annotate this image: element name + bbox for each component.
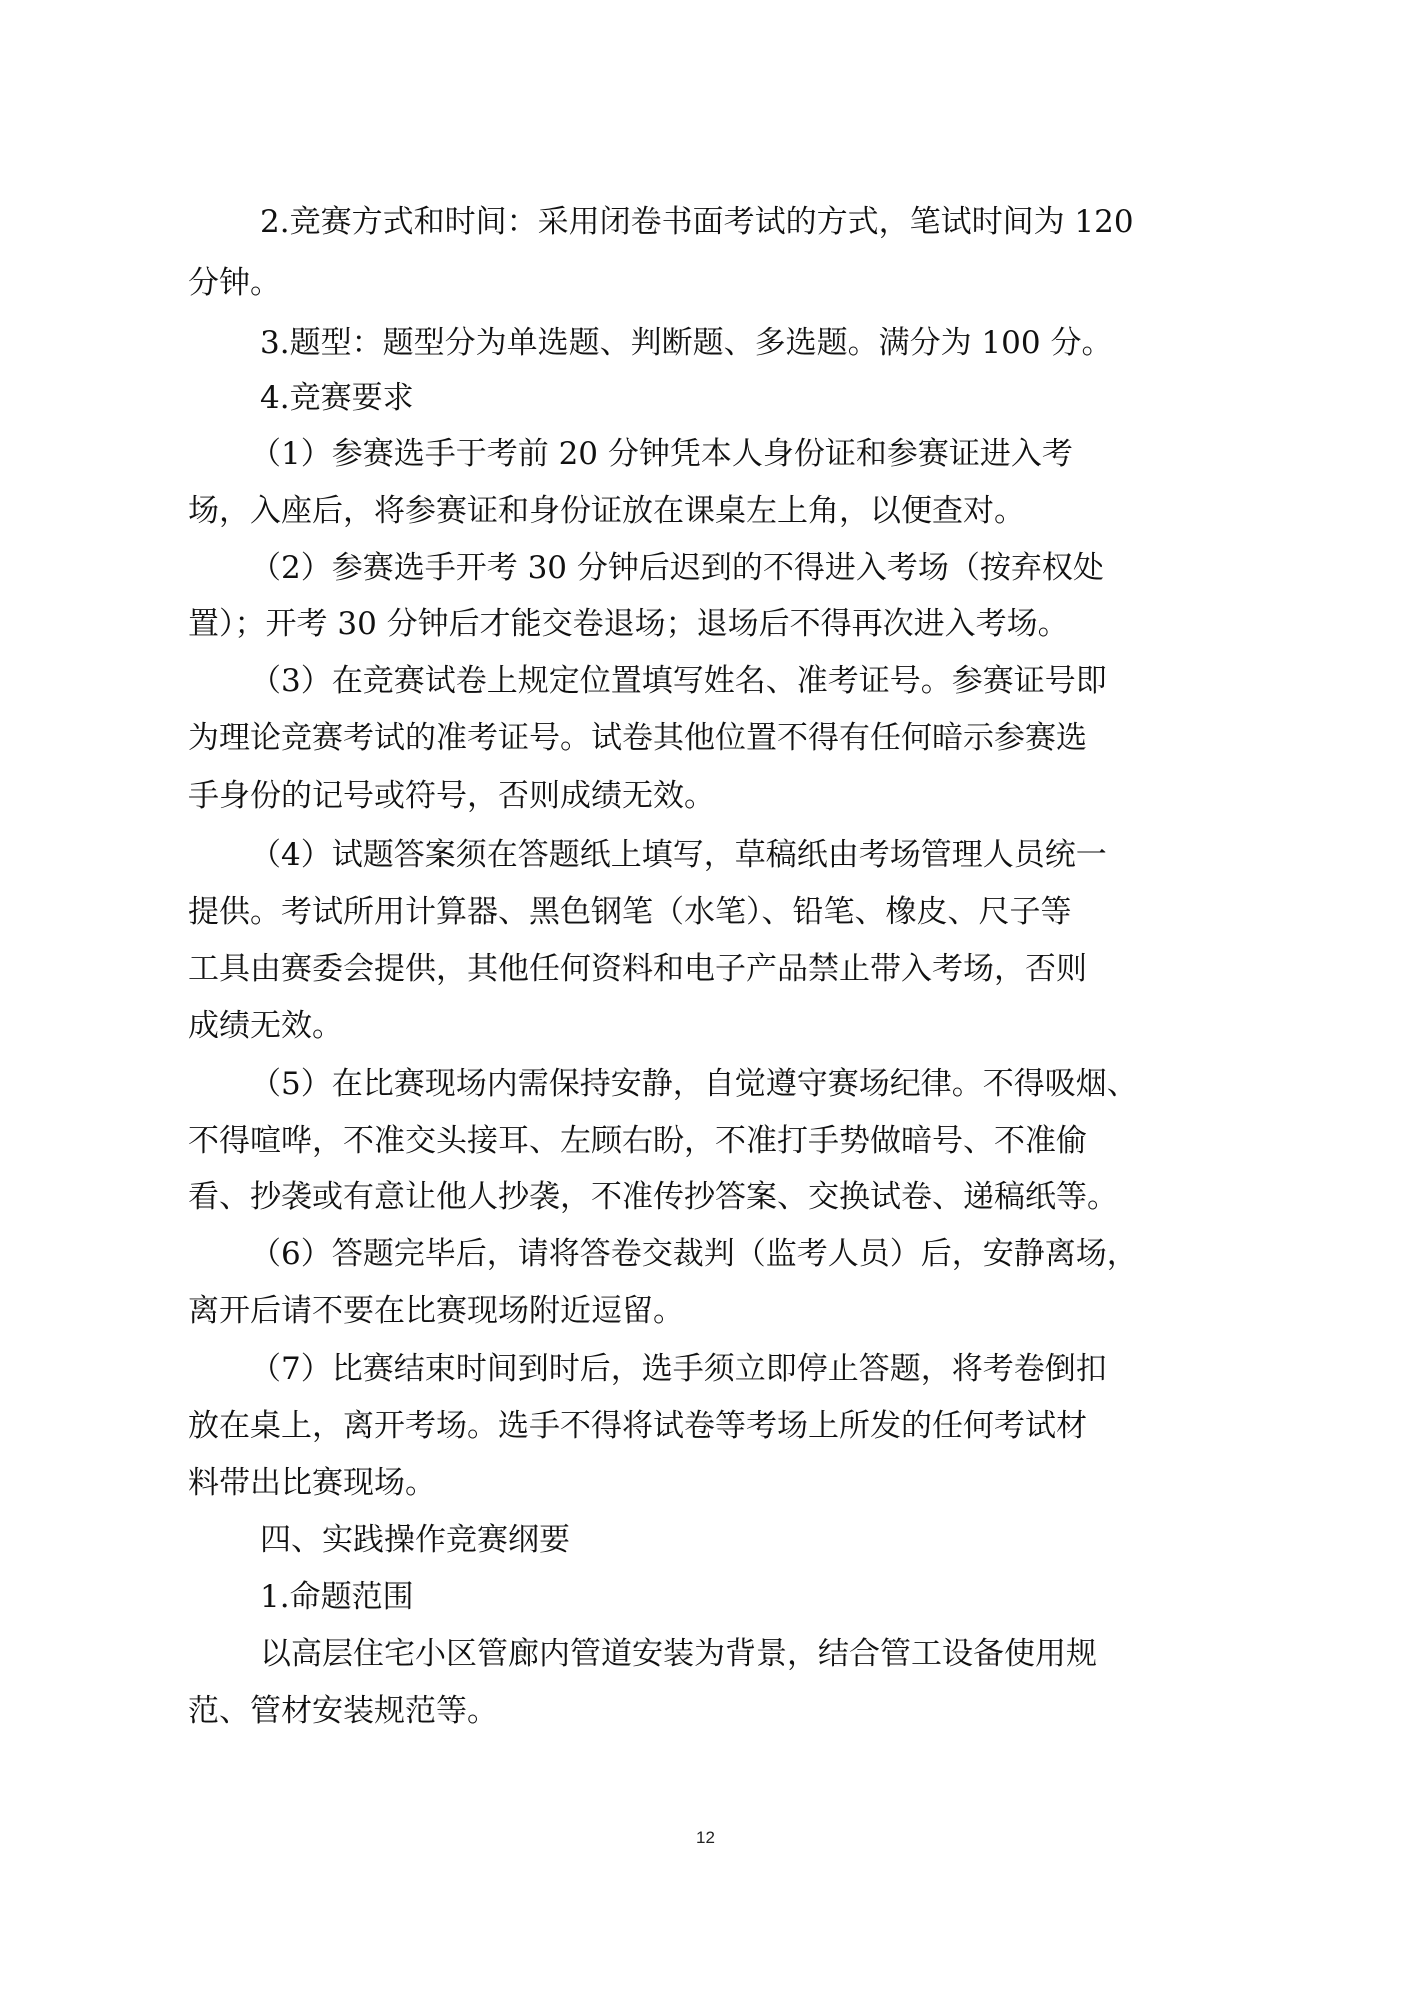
paragraph-line: （2）参赛选手开考 30 分钟后迟到的不得进入考场（按弃权处 <box>250 550 1104 586</box>
paragraph-line: （7）比赛结束时间到时后，选手须立即停止答题，将考卷倒扣 <box>250 1351 1107 1387</box>
paragraph-line: 以高层住宅小区管廊内管道安装为背景，结合管工设备使用规 <box>260 1636 1097 1672</box>
paragraph-line: 料带出比赛现场。 <box>188 1465 436 1501</box>
paragraph-line: （6）答题完毕后，请将答卷交裁判（监考人员）后，安静离场， <box>250 1236 1138 1272</box>
paragraph-line: 不得喧哗，不准交头接耳、左顾右盼，不准打手势做暗号、不准偷 <box>188 1123 1087 1159</box>
paragraph-line: （5）在比赛现场内需保持安静，自觉遵守赛场纪律。不得吸烟、 <box>250 1066 1138 1102</box>
paragraph-line: 3.题型：题型分为单选题、判断题、多选题。满分为 100 分。 <box>260 325 1113 361</box>
paragraph-line: 离开后请不要在比赛现场附近逗留。 <box>188 1293 684 1329</box>
paragraph-line: 为理论竞赛考试的准考证号。试卷其他位置不得有任何暗示参赛选 <box>188 720 1087 756</box>
paragraph-line: （4）试题答案须在答题纸上填写，草稿纸由考场管理人员统一 <box>250 837 1107 873</box>
paragraph-line: （3）在竞赛试卷上规定位置填写姓名、准考证号。参赛证号即 <box>250 663 1107 699</box>
section-heading: 4.竞赛要求 <box>260 380 414 416</box>
paragraph-line: 分钟。 <box>188 265 281 301</box>
paragraph-line: 看、抄袭或有意让他人抄袭，不准传抄答案、交换试卷、递稿纸等。 <box>188 1179 1118 1215</box>
paragraph-line: 放在桌上，离开考场。选手不得将试卷等考场上所发的任何考试材 <box>188 1408 1087 1444</box>
paragraph-line: 工具由赛委会提供，其他任何资料和电子产品禁止带入考场，否则 <box>188 951 1087 987</box>
paragraph-line: 场，入座后，将参赛证和身份证放在课桌左上角，以便查对。 <box>188 493 1025 529</box>
paragraph-line: 手身份的记号或符号，否则成绩无效。 <box>188 778 715 814</box>
paragraph-line: 置）；开考 30 分钟后才能交卷退场；退场后不得再次进入考场。 <box>188 606 1069 642</box>
paragraph-line: 范、管材安装规范等。 <box>188 1693 498 1729</box>
section-heading: 四、实践操作竞赛纲要 <box>260 1522 570 1558</box>
paragraph-line: 成绩无效。 <box>188 1008 343 1044</box>
paragraph-line: （1）参赛选手于考前 20 分钟凭本人身份证和参赛证进入考 <box>250 436 1073 472</box>
page-number: 12 <box>696 1828 715 1847</box>
paragraph-line: 2.竞赛方式和时间：采用闭卷书面考试的方式，笔试时间为 120 <box>260 204 1134 240</box>
subsection-heading: 1.命题范围 <box>260 1579 414 1615</box>
paragraph-line: 提供。考试所用计算器、黑色钢笔（水笔）、铅笔、橡皮、尺子等 <box>188 894 1072 930</box>
